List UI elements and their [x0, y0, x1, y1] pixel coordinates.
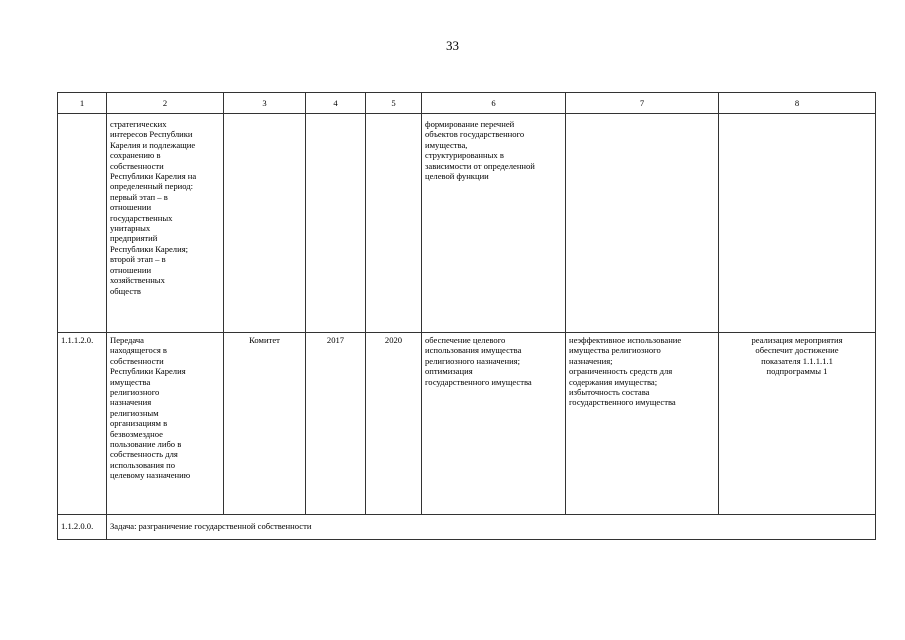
- column-header-7: 7: [566, 93, 719, 114]
- continuation-row: [58, 114, 876, 333]
- measure-code-cell: 1.1.1.2.0.: [58, 333, 107, 515]
- continuation-result-cell: формирование перечней объектов государственного имущества, структурированных в зависимости от определенной целевой функции: [422, 114, 566, 333]
- measure-end-year-cell: 2020: [366, 333, 422, 515]
- column-header-4: 4: [306, 93, 366, 114]
- measure-name-cell: Передача находящегося в собственности Республики Карелия имущества религиозного назначения религиозным организациям в безвозмездное пользование либо в собственность для использования по целевому назначению: [107, 333, 224, 515]
- measure-expected-result-cell: обеспечение целевого использования имущества религиозного назначения; оптимизация государственного имущества: [422, 333, 566, 515]
- measure-indicator-link-cell: реализация мероприятия обеспечит достижение показателя 1.1.1.1.1 подпрограммы 1: [719, 333, 876, 515]
- program-measures-table: [57, 92, 876, 540]
- column-header-1: 1: [58, 93, 107, 114]
- continuation-name-cell: стратегических интересов Республики Карелия и подлежащие сохранению в собственности Республики Карелия на определенный период: первый этап – в отношении государственных унитарных предприятий Республики Карелия; второй этап – в отношении хозяйственных обществ: [107, 114, 224, 333]
- column-header-2: 2: [107, 93, 224, 114]
- measure-row: [58, 333, 876, 515]
- column-header-8: 8: [719, 93, 876, 114]
- column-number-header-row: [58, 93, 876, 114]
- measure-executor-cell: Комитет: [224, 333, 306, 515]
- column-header-3: 3: [224, 93, 306, 114]
- continuation-risks-cell: [566, 114, 719, 333]
- continuation-end-cell: [366, 114, 422, 333]
- task-text-cell: Задача: разграничение государственной собственности: [107, 515, 876, 540]
- page-number: 33: [446, 38, 459, 53]
- continuation-indicator-cell: [719, 114, 876, 333]
- task-row: [58, 515, 876, 540]
- measure-risks-cell: неэффективное использование имущества религиозного назначения; ограниченность средств для содержания имущества; избыточность состава государственного имущества: [566, 333, 719, 515]
- continuation-executor-cell: [224, 114, 306, 333]
- column-header-6: 6: [422, 93, 566, 114]
- continuation-code-cell: [58, 114, 107, 333]
- continuation-start-cell: [306, 114, 366, 333]
- task-code-cell: 1.1.2.0.0.: [58, 515, 107, 540]
- column-header-5: 5: [366, 93, 422, 114]
- measure-start-year-cell: 2017: [306, 333, 366, 515]
